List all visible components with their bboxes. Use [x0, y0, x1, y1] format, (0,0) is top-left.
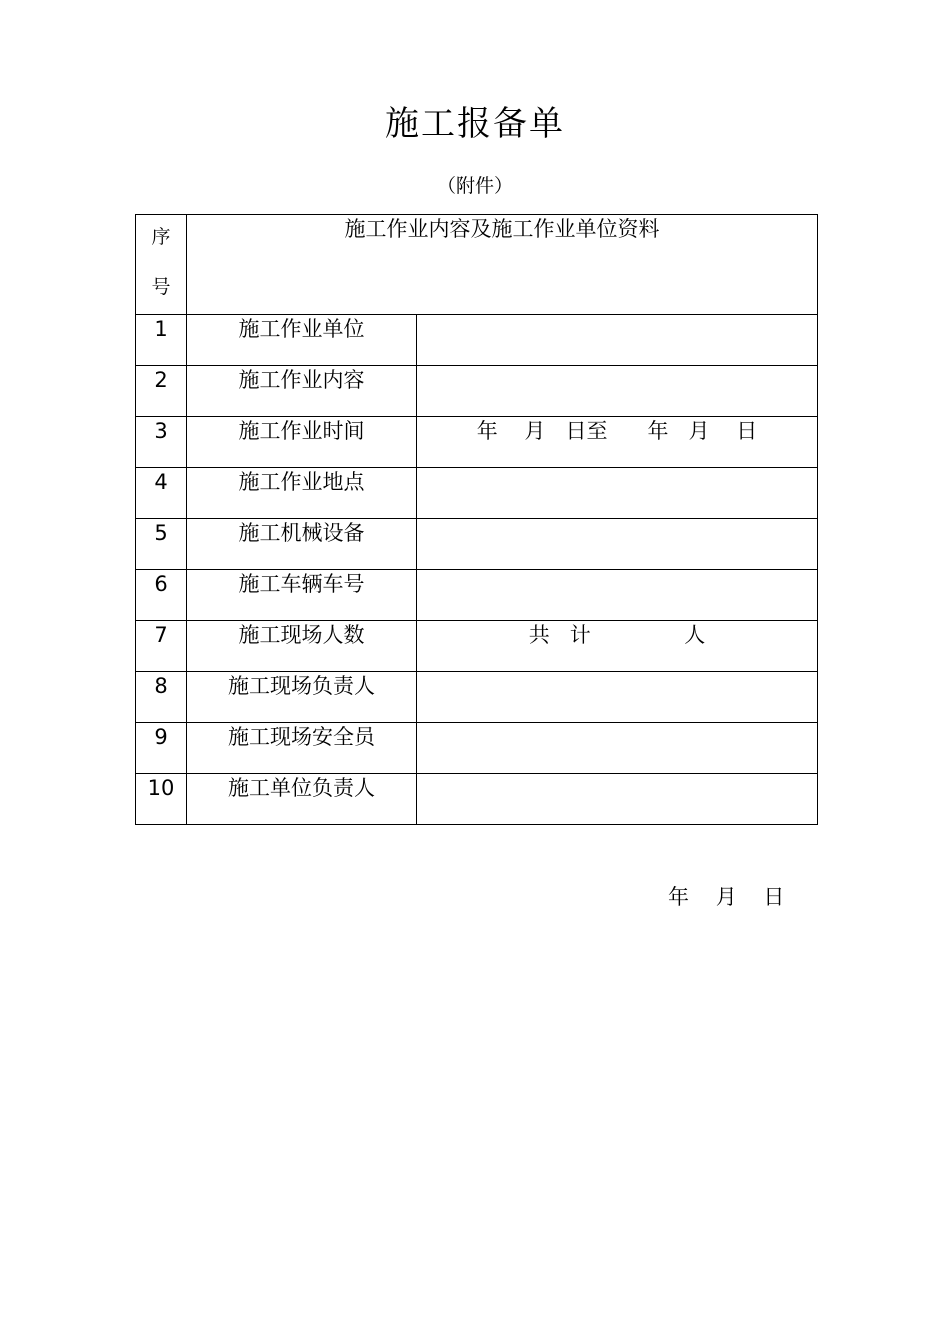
table-row [136, 621, 818, 672]
row-label: 施工作业内容 [187, 366, 417, 417]
row-value-field[interactable] [417, 468, 818, 519]
footer-date: 年 月 日 [668, 885, 785, 909]
table-row [136, 315, 818, 366]
row-number: 2 [136, 366, 187, 417]
row-number: 10 [136, 774, 187, 825]
row-label: 施工作业单位 [187, 315, 417, 366]
row-number: 6 [136, 570, 187, 621]
row-label: 施工单位负责人 [187, 774, 417, 825]
row-number: 5 [136, 519, 187, 570]
row-value-field[interactable]: 共 计 人 [417, 621, 818, 672]
row-value-field[interactable] [417, 366, 818, 417]
table-row [136, 417, 818, 468]
row-value-field[interactable] [417, 519, 818, 570]
table-row [136, 468, 818, 519]
row-label: 施工现场安全员 [187, 723, 417, 774]
table-row [136, 570, 818, 621]
table-row [136, 366, 818, 417]
row-label: 施工作业地点 [187, 468, 417, 519]
table-row [136, 774, 818, 825]
row-value-field[interactable] [417, 774, 818, 825]
table-header-row [136, 215, 818, 315]
row-value-field[interactable] [417, 570, 818, 621]
seq-header-cell [136, 215, 187, 315]
row-number: 1 [136, 315, 187, 366]
document-subtitle: （附件） [436, 175, 513, 197]
row-label: 施工现场负责人 [187, 672, 417, 723]
table-row [136, 519, 818, 570]
seq-header-top: 序 [151, 226, 171, 248]
row-value-field[interactable] [417, 723, 818, 774]
seq-header-bottom: 号 [151, 276, 171, 298]
table-row [136, 672, 818, 723]
row-value-field[interactable] [417, 672, 818, 723]
row-label: 施工作业时间 [187, 417, 417, 468]
row-label: 施工机械设备 [187, 519, 417, 570]
row-number: 7 [136, 621, 187, 672]
row-value-field[interactable] [417, 315, 818, 366]
table-row [136, 723, 818, 774]
content-header-cell: 施工作业内容及施工作业单位资料 [187, 215, 818, 315]
row-label: 施工车辆车号 [187, 570, 417, 621]
row-number: 3 [136, 417, 187, 468]
row-number: 8 [136, 672, 187, 723]
row-number: 4 [136, 468, 187, 519]
row-label: 施工现场人数 [187, 621, 417, 672]
construction-report-table [135, 214, 818, 825]
row-number: 9 [136, 723, 187, 774]
document-title: 施工报备单 [385, 104, 565, 144]
row-value-field[interactable]: 年 月 日至 年 月 日 [417, 417, 818, 468]
